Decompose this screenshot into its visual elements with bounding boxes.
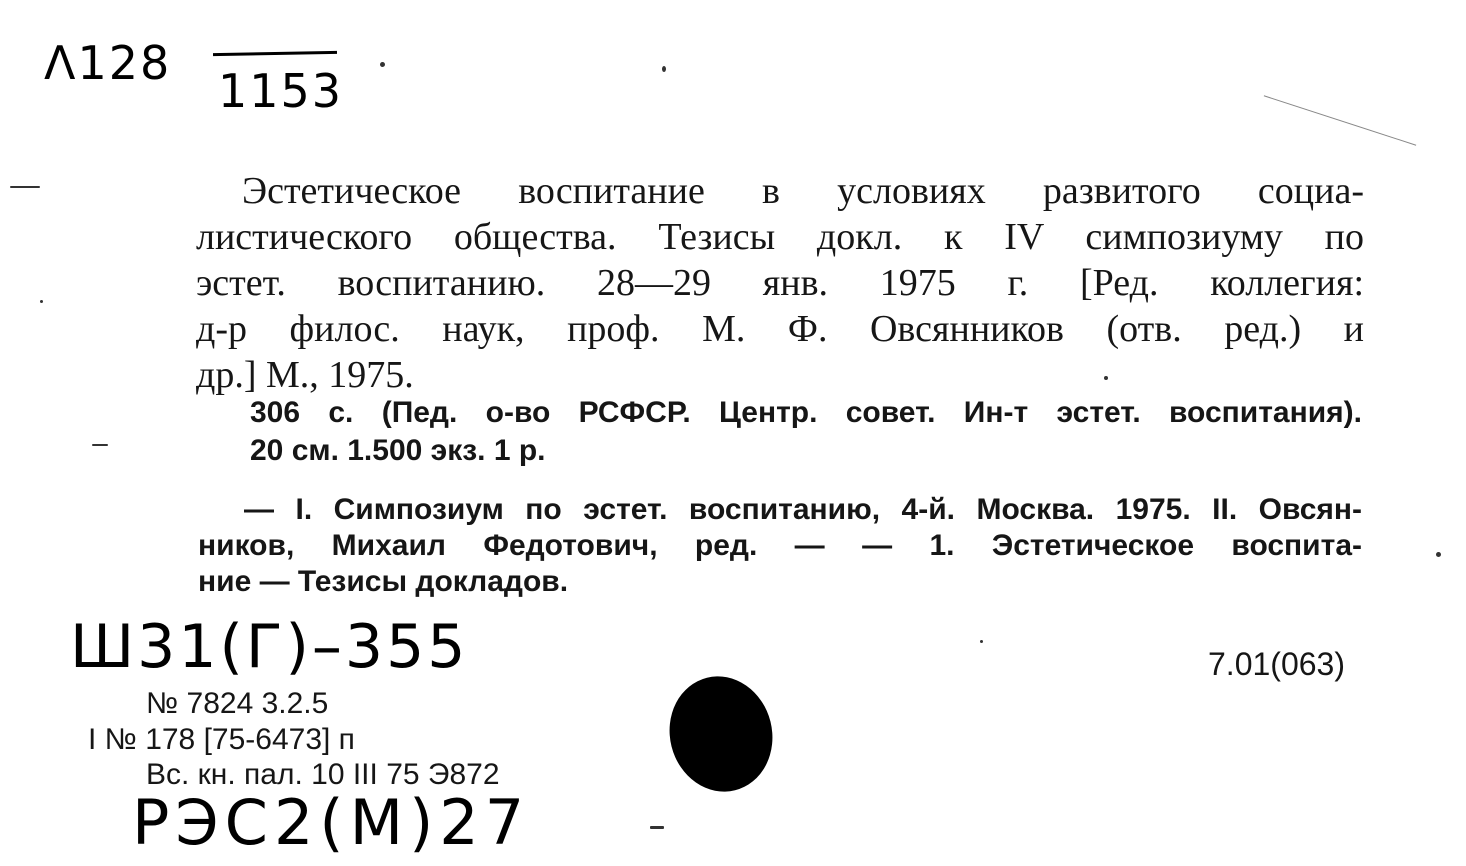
- title-line: эстет. воспитанию. 28—29 янв. 1975 г. [Ред. коллегия:: [196, 262, 1364, 304]
- speck: [40, 300, 43, 303]
- speck: [662, 66, 666, 72]
- speck: [1104, 376, 1108, 380]
- title-line: Эстетическое воспитание в условиях развитого социа-: [242, 170, 1364, 212]
- punch-hole: [657, 665, 784, 802]
- tracing-line: ников, Михаил Федотович, ред. — — 1. Эстетическое воспита-: [198, 529, 1362, 562]
- speck: [10, 186, 40, 188]
- print-info-line: № 7824 3.2.5: [146, 687, 329, 720]
- speck: [92, 444, 108, 446]
- print-info-line: Вс. кн. пал. 10 III 75 Э872: [146, 758, 500, 791]
- physical-line: 20 см. 1.500 экз. 1 р.: [250, 434, 546, 467]
- physical-description: [250, 394, 1362, 470]
- title-line: листического общества. Тезисы докл. к IV симпозиуму по: [196, 216, 1364, 258]
- speck: [380, 62, 385, 67]
- title-line: д-р филос. наук, проф. М. Ф. Овсянников (отв. ред.) и: [196, 308, 1364, 350]
- speck: [650, 826, 664, 829]
- tracing-line: — I. Симпозиум по эстет. воспитанию, 4-й. Москва. 1975. II. Овсян-: [244, 493, 1362, 526]
- subject-tracing: [198, 492, 1362, 600]
- handwritten-call-number: Λ128: [44, 36, 172, 90]
- title-line: др.] М., 1975.: [196, 354, 414, 396]
- physical-line: 306 с. (Пед. о-во РСФСР. Центр. совет. Ин-т эстет. воспитания).: [250, 396, 1362, 429]
- fraction-line: [213, 51, 337, 56]
- speck: [1436, 552, 1441, 557]
- handwritten-fraction: 1153: [218, 64, 344, 118]
- bibliographic-title: [196, 168, 1364, 398]
- speck: [980, 640, 983, 643]
- udc-index: 7.01(063): [1208, 646, 1345, 682]
- handwritten-shelf-mark: Ш31(Г)–355: [70, 612, 469, 682]
- print-info-line: I № 178 [75-6473] п: [88, 723, 355, 756]
- handwritten-bottom-code: РЭС2(М)27: [132, 786, 531, 859]
- speck: [1264, 95, 1416, 145]
- tracing-line: ние — Тезисы докладов.: [198, 565, 569, 598]
